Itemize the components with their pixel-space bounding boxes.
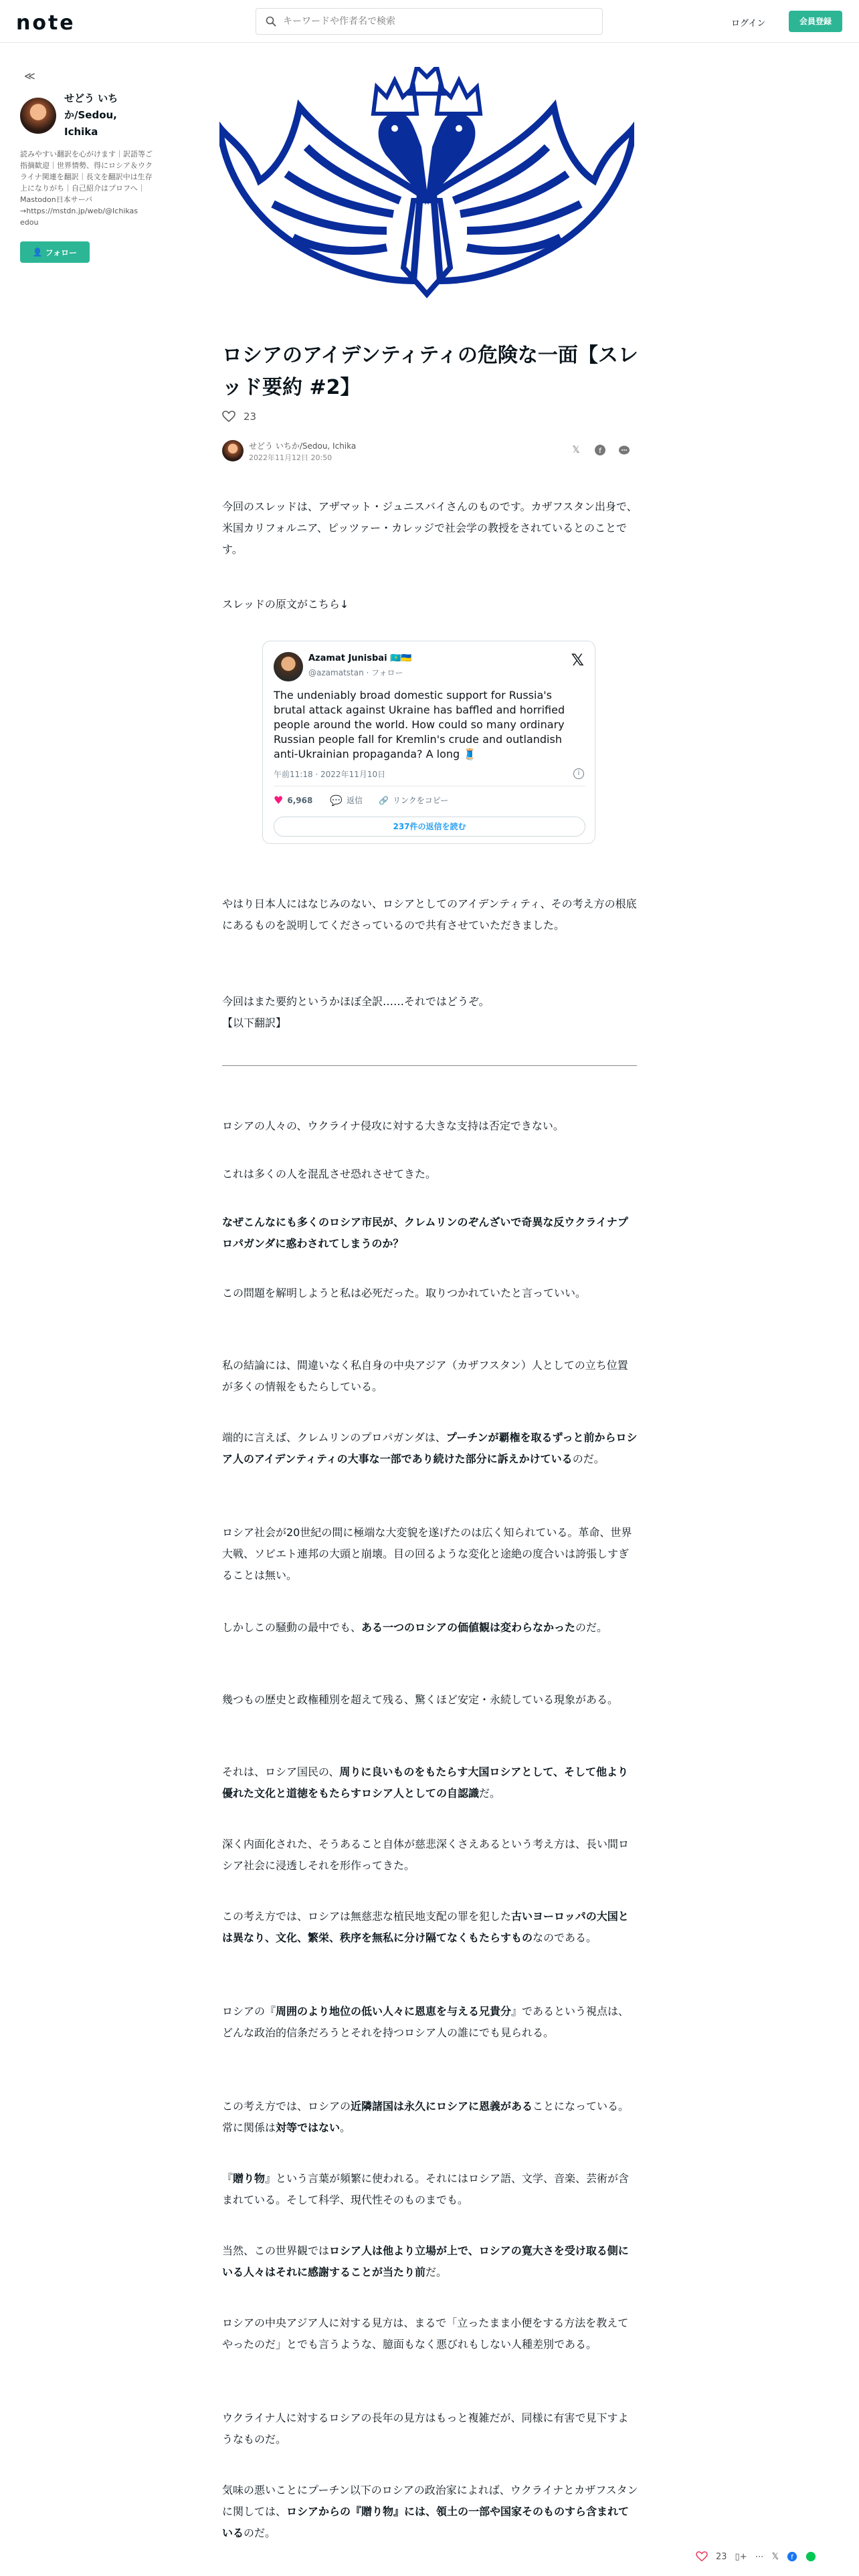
text-run: だ。	[479, 1787, 501, 1800]
footer-line-icon[interactable]	[805, 2551, 816, 2562]
follow-label: フォロー	[45, 247, 78, 257]
author-sidebar	[20, 70, 154, 263]
tweet-handle[interactable]: @azamatstan · フォロー	[308, 668, 403, 677]
paragraph	[222, 2168, 638, 2211]
svg-text:f: f	[599, 446, 601, 455]
reply-label[interactable]: 返信	[347, 796, 363, 805]
text-run-bold: 対等ではない	[276, 2121, 341, 2134]
paragraph: ウクライナ人に対するロシアの長年の見方はもっと複雑だが、同様に有害で見下すようなものだ。	[222, 2411, 629, 2446]
paragraph: 今回のスレッドは、アザマット・ジュニスバイさんのものです。カザフスタン出身で、米国カリフォルニア、ピッツァー・カレッジで社会学の教授をされているとのことです。	[222, 500, 638, 556]
text-run: ロシアの『	[222, 2005, 276, 2018]
paragraph	[222, 991, 638, 1034]
more-share-icon[interactable]	[618, 444, 630, 456]
paragraph: ロシアの中央アジア人に対する見方は、まるで「立ったまま小便をする方法を教えてやったのだ」とでも言うような、臆面もなく悪びれもしない人種差別である。	[222, 2317, 629, 2351]
facebook-share-icon[interactable]	[594, 444, 606, 456]
paragraph: スレッドの原文がこちら↓	[222, 598, 349, 611]
x-logo-icon[interactable]: 𝕏	[571, 651, 584, 669]
text-run: 』であるという視点は、どんな政治的信条だろうとそれを持つロシア人の誰にでも見られる。	[222, 2005, 630, 2039]
double-headed-eagle-image	[219, 67, 634, 298]
copy-link-label[interactable]: リンクをコピー	[392, 796, 449, 805]
x-share-icon[interactable]: 𝕏	[572, 445, 580, 455]
svg-text:f: f	[791, 2554, 793, 2561]
text-run-bold: 周りに良いものをもたらす大国ロシアとして、そして他より優れた文化と道徳をもたらすロシア人としての自認識	[222, 1765, 629, 1800]
eagle-heads	[380, 114, 474, 201]
paragraph: やはり日本人にはなじみのない、ロシアとしてのアイデンティティ、その考え方の根底にあるものを説明してくださっているので共有させていただきました。	[222, 897, 637, 932]
paragraph	[222, 1906, 638, 1949]
text-run-bold: ロシアからの『贈り物』には、領土の一部や国家そのものすら含まれている	[222, 2505, 630, 2539]
tweet-actions	[274, 794, 448, 807]
text-run: この考え方では、ロシアの	[222, 2100, 351, 2113]
like-button[interactable]	[222, 411, 256, 423]
text-run-bold: 古いヨーロッパの大国とは異なり、文化、繁栄、秩序を無私に分け隔てなくもたらすもの	[222, 1910, 629, 1944]
text-run-bold: プーチンが覇権を取るずっと前からロシア人のアイデンティティの大事な一部であり続けた部分に訴えかけている	[222, 1431, 638, 1465]
text-run: ことになっている。常に関係は	[222, 2100, 630, 2134]
footer-like-count[interactable]: 23	[716, 2551, 727, 2562]
paragraph-line: 【以下翻訳】	[222, 1016, 287, 1029]
article-title: ロシアのアイデンティティの危険な一面【スレッド要約 #2】	[222, 344, 638, 399]
paragraph	[222, 2096, 638, 2139]
paragraph	[222, 2240, 638, 2283]
paragraph-line: 今回はまた要約というかほぼ全訳……それではどうぞ。	[222, 995, 490, 1008]
text-run: のだ。	[575, 1621, 608, 1634]
text-run: 』という言葉が頻繁に使われる。それにはロシア語、文学、音楽、芸術が含まれている。そして科学、現代性そのものまでも。	[222, 2172, 630, 2206]
byline-avatar[interactable]	[222, 440, 244, 461]
author-profile[interactable]	[20, 90, 154, 140]
tweet-avatar[interactable]	[274, 652, 303, 681]
tweet-like-count[interactable]: 6,968	[287, 795, 313, 805]
text-run-bold: 贈り物	[233, 2172, 266, 2185]
text-run: 端的に言えば、クレムリンのプロパガンダは、	[222, 1431, 446, 1444]
footer-heart-icon[interactable]	[696, 2551, 708, 2562]
paragraph: 幾つもの歴史と政権種別を超えて残る、驚くほど安定・永続している現象がある。	[222, 1693, 619, 1706]
author-bio	[20, 148, 154, 228]
paragraph	[222, 2001, 638, 2044]
text-run: しかしこの騒動の最中でも、	[222, 1621, 362, 1634]
paragraph	[222, 1761, 638, 1804]
paragraph: 深く内面化された、そうあること自体が慈悲深くさえあるという考え方は、長い間ロシア社会に浸透しそれを形作ってきた。	[222, 1838, 630, 1872]
text-run: のだ。	[244, 2527, 276, 2539]
tweet-text: The undeniably broad domestic support for Russia's brutal attack against Ukraine has baffled and horrified people around the world. How could so many ordinary Russian people fall for Kremlin's crude and outlandish anti-Ukrainian propaganda? A long 🧵	[274, 689, 565, 760]
text-run-bold: 周囲のより地位の低い人々に恩恵を与える兄貴分	[276, 2005, 512, 2018]
site-header	[0, 0, 859, 43]
signup-button[interactable]: 会員登録	[789, 11, 842, 32]
follow-button[interactable]	[20, 241, 90, 263]
section-divider	[222, 1065, 637, 1066]
magazine-add-icon[interactable]: ▯+	[735, 2551, 747, 2562]
info-icon[interactable]: i	[573, 768, 584, 779]
read-replies-button[interactable]: 237件の返信を読む	[274, 817, 585, 837]
text-run-bold: ロシア人は他より立場が上で、ロシアの寛大さを受け取る側にいる人々はそれに感謝することが当たり前	[222, 2244, 629, 2278]
tweet-heart-icon[interactable]: ♥	[274, 794, 284, 807]
reply-icon[interactable]: 💬	[330, 794, 343, 807]
paragraph-bold: なぜこんなにも多くのロシア市民が、クレムリンのぞんざいで奇異な反ウクライナプロパガンダに惑わされてしまうのか？	[222, 1216, 628, 1250]
article-byline	[222, 437, 638, 464]
text-run: 当然、この世界観では	[222, 2244, 330, 2257]
search-input[interactable]	[283, 16, 577, 27]
byline-author[interactable]: せどう いちか/Sedou, Ichika	[249, 441, 357, 451]
author-name[interactable]: せどう いちか/Sedou, Ichika	[64, 92, 118, 138]
like-count: 23	[244, 411, 257, 423]
text-run-bold: 近隣諸国は永久にロシアに恩義がある	[351, 2100, 533, 2113]
text-run: のだ。	[572, 1453, 605, 1465]
paragraph: ロシアの人々の、ウクライナ侵攻に対する大きな支持は否定できない。	[222, 1119, 564, 1132]
login-link[interactable]: ログイン	[731, 19, 766, 29]
text-run: 気味の悪いことにプーチン以下のロシアの政治家によれば、ウクライナとカザフスタンに関しては、	[222, 2484, 638, 2518]
more-icon[interactable]: ⋯	[755, 2551, 764, 2562]
text-run: この考え方では、ロシアは無慈悲な植民地支配の罪を犯した	[222, 1910, 512, 1923]
search-box[interactable]	[256, 8, 603, 35]
text-run: 。	[340, 2121, 351, 2134]
footer-facebook-icon[interactable]	[787, 2551, 797, 2562]
text-run: 『	[222, 2172, 233, 2185]
paragraph	[222, 1617, 638, 1638]
floating-action-bar	[696, 2547, 859, 2567]
text-run-bold: ある一つのロシアの価値観は変わらなかった	[361, 1621, 576, 1634]
tweet-time[interactable]: 午前11:18 · 2022年11月10日	[274, 770, 386, 779]
crowns	[373, 67, 480, 114]
paragraph: この問題を解明しようと私は必死だった。取りつかれていたと言っていい。	[222, 1287, 587, 1299]
paragraph	[222, 1427, 638, 1470]
author-bio-link[interactable]: https://mstdn.jp/web/@Ichikas edou	[20, 207, 138, 227]
paragraph: これは多くの人を混乱させ恐れさせてきた。	[222, 1168, 437, 1180]
heart-icon	[222, 411, 235, 423]
paragraph: 私の結論には、間違いなく私自身の中央アジア（カザフスタン）人としての立ち位置が多くの情報をもたらしている。	[222, 1359, 628, 1393]
embedded-tweet[interactable]	[262, 641, 595, 844]
text-run: それは、ロシア国民の、	[222, 1765, 340, 1778]
author-avatar[interactable]	[20, 98, 56, 134]
search-icon	[266, 16, 276, 27]
link-icon[interactable]: 🔗	[379, 795, 389, 805]
author-bio-text: 読みやすい翻訳を心がけます｜訳語等ご指摘歓迎｜世界情勢、得にロシア＆ウクライナ関連を翻訳｜長文を翻訳中は生存上になりがち｜自己紹介はプロフへ｜Mastodon日本サーバ→	[20, 150, 153, 215]
tweet-author-name[interactable]: Azamat Junisbai 🇰🇿🇺🇦	[308, 653, 412, 663]
text-run: だ。	[425, 2266, 448, 2278]
person-plus-icon: 👤	[32, 247, 43, 257]
text-run: なのである。	[533, 1931, 597, 1944]
paragraph	[222, 2480, 638, 2544]
byline-date: 2022年11月12日 20:50	[249, 453, 332, 462]
collapse-icon[interactable]: ≪	[24, 70, 35, 82]
footer-x-icon[interactable]: 𝕏	[771, 2551, 779, 2562]
note-logo[interactable]: note	[16, 11, 76, 35]
paragraph: ロシア社会が20世紀の間に極端な大変貌を遂げたのは広く知られている。革命、世界大戦、ソビエト連邦の大頭と崩壊。目の回るような変化と途絶の度合いは誇張しすぎることは無い。	[222, 1526, 632, 1582]
